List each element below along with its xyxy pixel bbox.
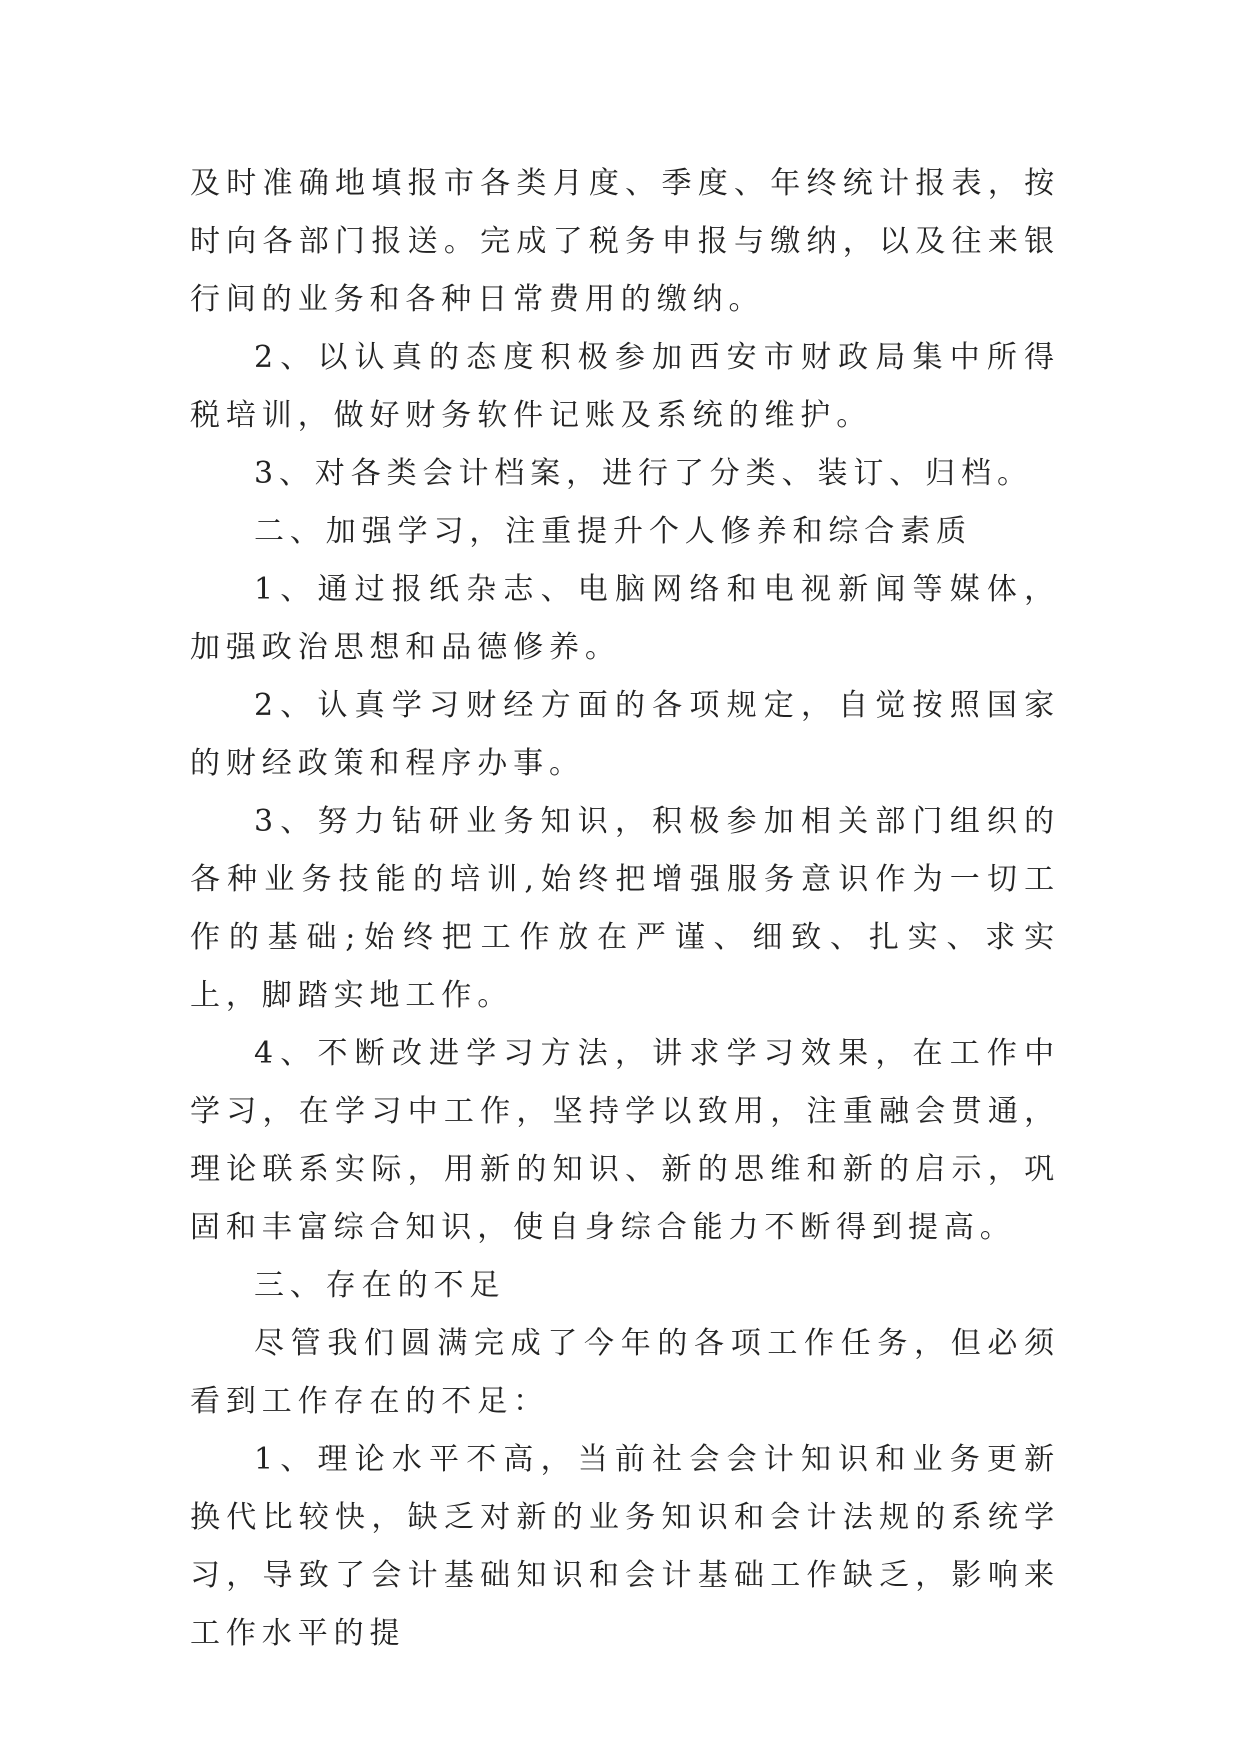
- section-heading-shortcomings: 三、存在的不足: [254, 1268, 506, 1303]
- paragraph-learning-methods: 4、不断改进学习方法，讲求学习效果，在工作中学习，在学习中工作，坚持学以致用，注重融会贯通，理论联系实际，用新的知识、新的思维和新的启示，巩固和丰富综合知识，使自身综合能力不断得到提高。: [190, 1036, 1060, 1245]
- document-body: [190, 155, 1060, 1663]
- paragraph-media-study: 1、通过报纸杂志、电脑网络和电视新闻等媒体，加强政治思想和品德修养。: [190, 572, 1060, 665]
- paragraph-theory-level: 1、理论水平不高，当前社会会计知识和业务更新换代比较快，缺乏对新的业务知识和会计法规的系统学习，导致了会计基础知识和会计基础工作缺乏，影响来工作水平的提: [190, 1442, 1060, 1651]
- paragraph-archive-filing: 3、对各类会计档案，进行了分类、装订、归档。: [254, 456, 1033, 491]
- section-heading-study: 二、加强学习，注重提升个人修养和综合素质: [254, 514, 972, 549]
- paragraph-shortcomings-intro: 尽管我们圆满完成了今年的各项工作任务，但必须看到工作存在的不足：: [190, 1326, 1060, 1419]
- paragraph-business-knowledge: 3、努力钻研业务知识，积极参加相关部门组织的各种业务技能的培训,始终把增强服务意识作为一切工作的基础;始终把工作放在严谨、细致、扎实、求实上，脚踏实地工作。: [190, 804, 1060, 1013]
- paragraph-tax-training: 2、以认真的态度积极参加西安市财政局集中所得税培训，做好财务软件记账及系统的维护。: [190, 340, 1060, 433]
- paragraph-statistics-reporting: 及时准确地填报市各类月度、季度、年终统计报表，按时向各部门报送。完成了税务申报与缴纳，以及往来银行间的业务和各种日常费用的缴纳。: [190, 166, 1060, 317]
- paragraph-finance-regulations: 2、认真学习财经方面的各项规定，自觉按照国家的财经政策和程序办事。: [190, 688, 1060, 781]
